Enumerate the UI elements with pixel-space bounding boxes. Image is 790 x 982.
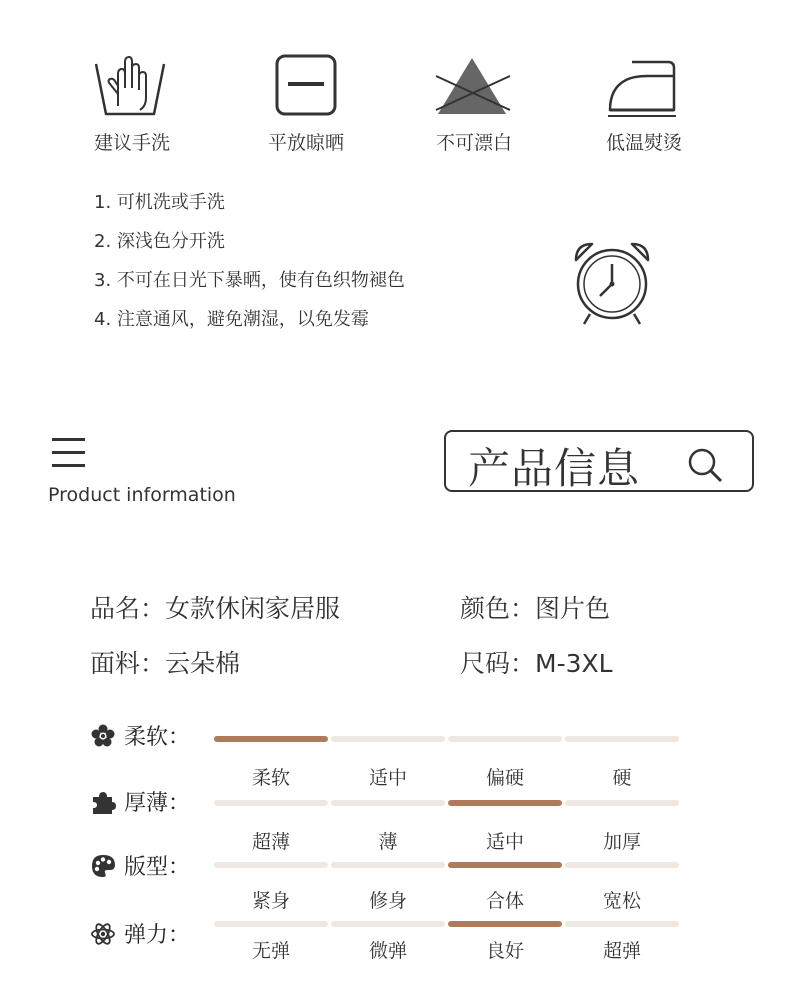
scale-option-label: 微弹 xyxy=(368,940,407,962)
scale-segment xyxy=(331,862,445,868)
attr-label-row xyxy=(90,786,190,817)
instruction-item: 1. 可机洗或手洗 xyxy=(94,192,225,213)
scale-segment xyxy=(565,736,679,742)
scale-segment xyxy=(331,921,445,927)
product-name: 品名：女款休闲家居服 xyxy=(90,594,341,623)
scale-segment xyxy=(214,921,328,927)
scale-option-label: 硬 xyxy=(612,767,632,789)
scale-segment-selected xyxy=(448,862,562,868)
scale-option-label: 超薄 xyxy=(251,831,290,853)
scale-option-label: 薄 xyxy=(378,831,398,853)
scale-segment xyxy=(331,736,445,742)
menu-icon-bar xyxy=(52,438,85,441)
scale-option-label: 加厚 xyxy=(602,831,641,853)
puzzle-icon xyxy=(90,789,116,815)
low-iron-icon xyxy=(604,54,684,118)
attr-label: 弹力： xyxy=(124,923,191,948)
scale-segment xyxy=(214,800,328,806)
alarm-clock-icon xyxy=(566,238,658,328)
care-label-dry-flat: 平放晾晒 xyxy=(267,132,344,154)
section-title-box xyxy=(444,430,754,492)
atom-icon xyxy=(90,921,116,947)
attr-label-row xyxy=(90,918,190,949)
palette-icon xyxy=(90,853,116,879)
scale-segment xyxy=(565,921,679,927)
scale-option-label: 合体 xyxy=(485,890,524,912)
scale-option-label: 柔软 xyxy=(251,767,290,789)
instruction-item: 2. 深浅色分开洗 xyxy=(94,231,225,252)
instruction-item: 3. 不可在日光下暴晒，使有色织物褪色 xyxy=(94,270,405,291)
scale-segment-selected xyxy=(448,800,562,806)
scale-segment-selected xyxy=(448,921,562,927)
scale-segment xyxy=(448,736,562,742)
hand-wash-icon xyxy=(92,54,172,118)
search-icon xyxy=(686,446,724,484)
no-bleach-icon xyxy=(432,54,512,118)
scale-option-label: 良好 xyxy=(485,940,524,962)
scale-option-label: 宽松 xyxy=(602,890,641,912)
care-label-hand-wash: 建议手洗 xyxy=(93,132,170,154)
scale-option-label: 无弹 xyxy=(251,940,290,962)
scale-option-label: 紧身 xyxy=(251,890,290,912)
attr-label: 版型： xyxy=(124,855,191,880)
scale-segment xyxy=(214,862,328,868)
section-title: 产品信息 xyxy=(468,444,641,493)
attr-label: 柔软： xyxy=(124,725,191,750)
menu-icon-bar xyxy=(52,451,85,454)
section-subtitle: Product information xyxy=(48,484,236,506)
care-label-no-bleach: 不可漂白 xyxy=(435,132,512,154)
attr-label-row xyxy=(90,720,190,751)
scale-option-label: 修身 xyxy=(368,890,407,912)
instruction-item: 4. 注意通风，避免潮湿，以免发霉 xyxy=(94,309,369,330)
product-size: 尺码：M-3XL xyxy=(460,649,613,678)
scale-option-label: 适中 xyxy=(485,831,524,853)
flower-icon xyxy=(90,723,116,749)
attr-label-row xyxy=(90,850,190,881)
scale-segment xyxy=(565,800,679,806)
scale-segment xyxy=(565,862,679,868)
dry-flat-icon xyxy=(266,54,346,118)
scale-segment-selected xyxy=(214,736,328,742)
care-label-low-iron: 低温熨烫 xyxy=(605,132,682,154)
attr-label: 厚薄： xyxy=(124,791,191,816)
product-color: 颜色：图片色 xyxy=(460,594,611,623)
scale-option-label: 偏硬 xyxy=(485,767,524,789)
menu-icon-bar xyxy=(52,464,85,467)
scale-option-label: 适中 xyxy=(368,767,407,789)
scale-segment xyxy=(331,800,445,806)
product-fabric: 面料：云朵棉 xyxy=(90,649,241,678)
scale-option-label: 超弹 xyxy=(602,940,641,962)
